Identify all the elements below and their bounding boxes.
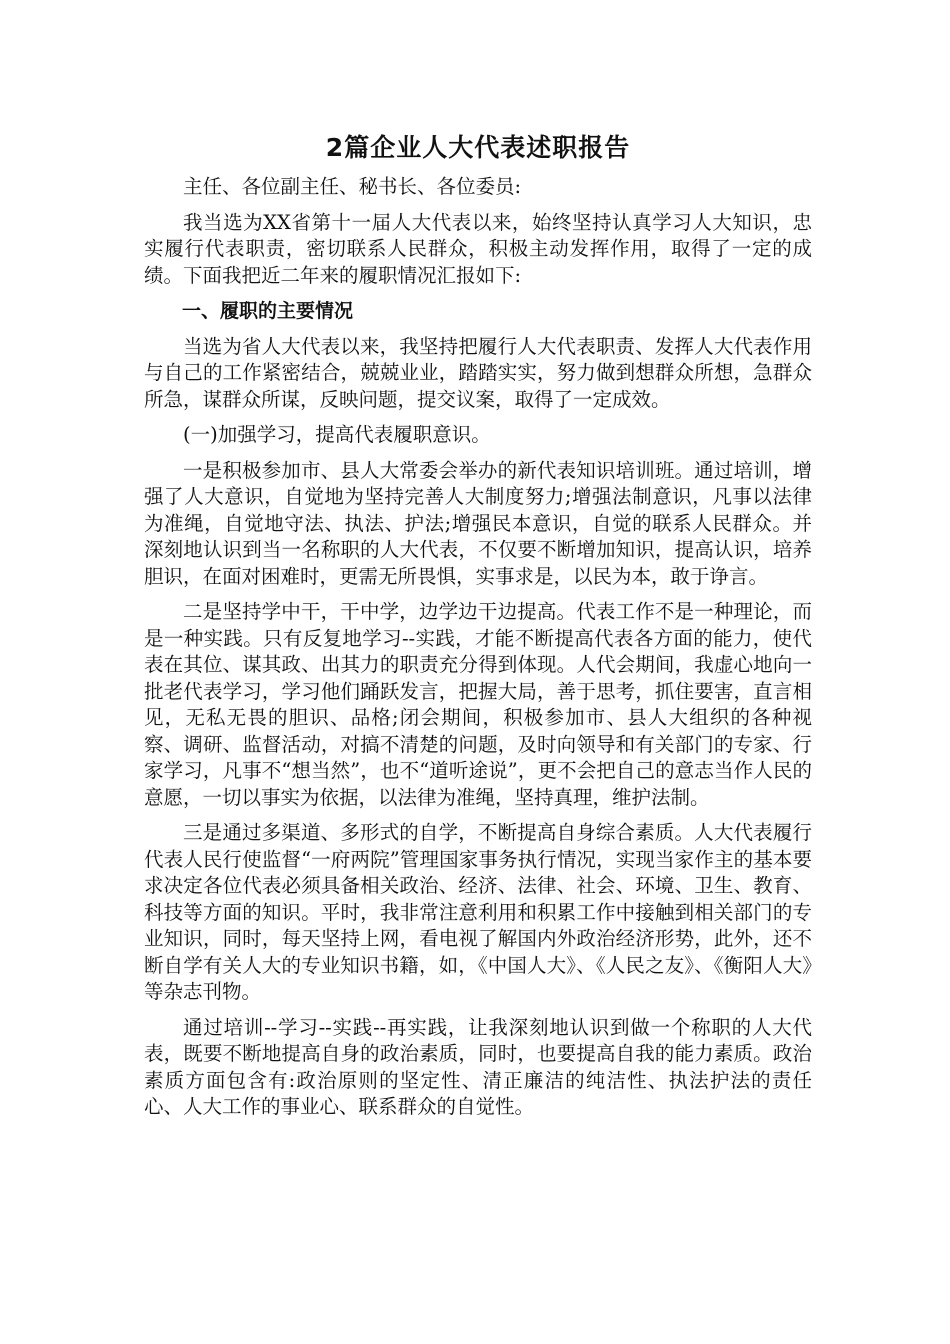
point-one-paragraph: 一是积极参加市、县人大常委会举办的新代表知识培训班。通过培训，增强了人大意识，自觉地为坚持完善人大制度努力;增强法制意识，凡事以法律为准绳，自觉地守法、执法、护法;增强民本意识，自觉的联系人民群众。并深刻地认识到当一名称职的人大代表，不仅要不断增加知识，提高认识，培养胆识，在面对困难时，更需无所畏惧，实事求是，以民为本，敢于诤言。 — [144, 458, 812, 588]
salutation: 主任、各位副主任、秘书长、各位委员: — [183, 175, 522, 198]
document-page — [144, 128, 812, 1130]
section-paragraph: 当选为省人大代表以来，我坚持把履行人大代表职责、发挥人大代表作用与自己的工作紧密结合，兢兢业业，踏踏实实，努力做到想群众所想，急群众所急，谋群众所谋，反映问题，提交议案，取得了一定成效。 — [144, 334, 812, 411]
document-title: 2篇企业人大代表述职报告 — [325, 133, 631, 162]
summary-paragraph: 通过培训--学习--实践--再实践，让我深刻地认识到做一个称职的人大代表，既要不断地提高自身的政治素质，同时，也要提高自我的能力素质。政治素质方面包含有:政治原则的坚定性、清正廉洁的纯洁性、执法护法的责任心、人大工作的事业心、联系群众的自觉性。 — [144, 1015, 812, 1118]
section-heading: 一、履职的主要情况 — [182, 300, 354, 322]
intro-paragraph: 我当选为XX省第十一届人大代表以来，始终坚持认真学习人大知识，忠实履行代表职责，密切联系人民群众，积极主动发挥作用，取得了一定的成绩。下面我把近二年来的履职情况汇报如下: — [144, 210, 812, 287]
point-two-paragraph: 二是坚持学中干，干中学，边学边干边提高。代表工作不是一种理论，而是一种实践。只有反复地学习--实践，才能不断提高代表各方面的能力，使代表在其位、谋其政、出其力的职责充分得到体现。人代会期间，我虚心地向一批老代表学习，学习他们踊跃发言，把握大局，善于思考，抓住要害，直言相见，无私无畏的胆识、品格;闭会期间，积极参加市、县人大组织的各种视察、调研、监督活动，对搞不清楚的问题，及时向领导和有关部门的专家、行家学习，凡事不“想当然”，也不“道听途说”，更不会把自己的意志当作人民的意愿，一切以事实为依据，以法律为准绳，坚持真理，维护法制。 — [144, 600, 812, 809]
subsection-heading: (一)加强学习，提高代表履职意识。 — [183, 423, 491, 446]
point-three-paragraph: 三是通过多渠道、多形式的自学，不断提高自身综合素质。人大代表履行代表人民行使监督“一府两院”管理国家事务执行情况，实现当家作主的基本要求决定各位代表必须具备相关政治、经济、法律、社会、环境、卫生、教育、科技等方面的知识。平时，我非常注意利用和积累工作中接触到相关部门的专业知识，同时，每天坚持上网，看电视了解国内外政治经济形势，此外，还不断自学有关人大的专业知识书籍，如，《中国人大》、《人民之友》、《衡阳人大》等杂志刊物。 — [144, 821, 812, 1003]
